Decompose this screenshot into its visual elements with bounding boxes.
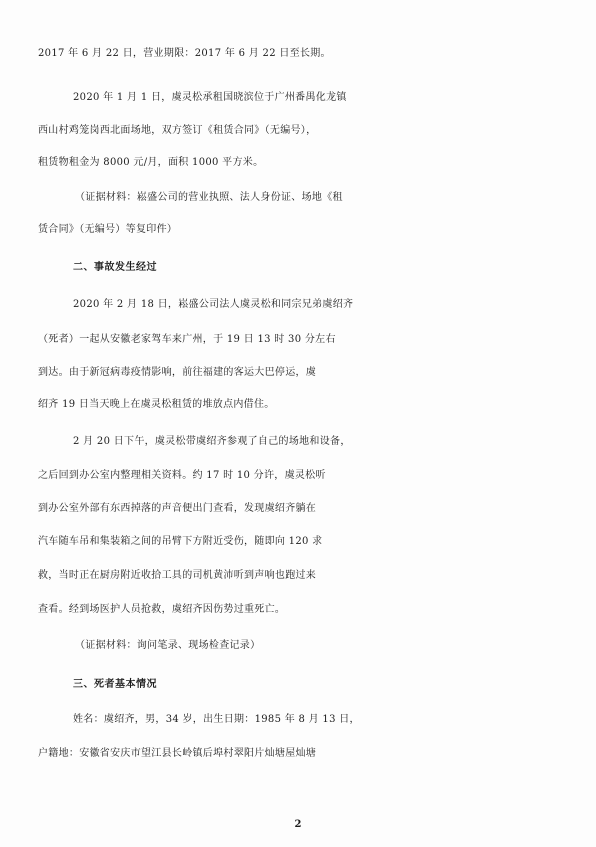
paragraph-line: 查看。经到场医护人员抢救，虞绍齐因伤势过重死亡。 (38, 604, 286, 615)
paragraph-line: 姓名：虞绍齐，男，34 岁，出生日期：1985 年 8 月 13 日， (73, 714, 360, 725)
paragraph-line: 2 月 20 日下午，虞灵松带虞绍齐参观了自己的场地和设备， (73, 436, 351, 447)
paragraph-line: 之后回到办公室内整理相关资料。约 17 时 10 分许，虞灵松听 (38, 470, 326, 481)
paragraph-line: 绍齐 19 日当天晚上在虞灵松租赁的堆放点内借住。 (38, 399, 275, 410)
paragraph-line: 租赁物租金为 8000 元/月，面积 1000 平方米。 (38, 157, 264, 168)
paragraph-line: 救，当时正在厨房附近收拾工具的司机黄沛听到声响也跑过来 (38, 570, 317, 581)
paragraph-line: （死者）一起从安徽老家驾车来广州，于 19 日 13 时 30 分左右 (38, 334, 336, 345)
evidence-line: （证据材料：询问笔录、现场检查记录） (75, 640, 261, 651)
evidence-line: 赁合同》（无编号）等复印件） (38, 224, 178, 235)
paragraph-line: 2020 年 2 月 18 日，崧盛公司法人虞灵松和同宗兄弟虞绍齐 (73, 299, 354, 310)
paragraph-line: 到达。由于新冠病毒疫情影响，前往福建的客运大巴停运，虞 (38, 367, 317, 378)
evidence-line: （证据材料：崧盛公司的营业执照、法人身份证、场地《租 (75, 192, 343, 203)
paragraph-line: 2017 年 6 月 22 日，营业期限：2017 年 6 月 22 日至长期。 (38, 48, 331, 59)
paragraph-line: 汽车随车吊和集装箱之间的吊臂下方附近受伤，随即向 120 求 (38, 536, 323, 547)
page-number: 2 (294, 819, 302, 830)
section-heading: 二、事故发生经过 (73, 262, 157, 273)
paragraph-line: 2020 年 1 月 1 日，虞灵松承租国晓滨位于广州番禺化龙镇 (73, 92, 347, 103)
section-heading: 三、死者基本情况 (73, 679, 157, 690)
paragraph-line: 西山村鸡笼岗西北面场地，双方签订《租赁合同》（无编号）， (38, 125, 317, 136)
paragraph-line: 到办公室外部有东西掉落的声音便出门查看，发现虞绍齐躺在 (38, 503, 317, 514)
paragraph-line: 户籍地：安徽省安庆市望江县长岭镇后埠村翠阳片灿塘屋灿塘 (38, 748, 317, 759)
